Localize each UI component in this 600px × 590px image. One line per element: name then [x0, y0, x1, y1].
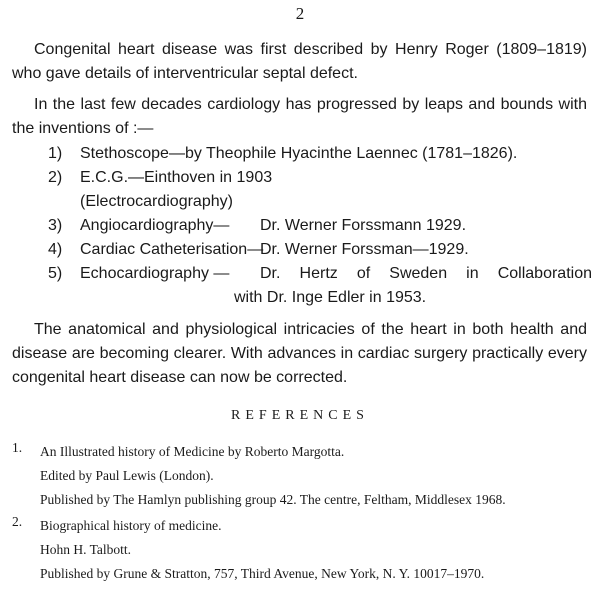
list-item-continuation: [48, 286, 593, 310]
list-item-inventor: Dr. Werner Forssman—1929.: [260, 241, 469, 258]
references-heading: REFERENCES: [231, 408, 369, 423]
list-item-number: 1): [48, 145, 63, 162]
list-item-inventor: Dr. Hertz of Sweden in Collaboration: [260, 265, 592, 282]
list-item-subtext: (Electrocardiography): [80, 193, 233, 210]
list-item-text: Stethoscope—by Theophile Hyacinthe Laennec (1781–1826).: [80, 145, 518, 162]
reference-item: [12, 440, 592, 512]
list-item-continuation: [48, 190, 593, 214]
list-item-number: 3): [48, 217, 63, 234]
paragraph-history-text: Congenital heart disease was first described by Henry Roger (1809–1819) who gave details of interventricular septal defect.: [12, 41, 587, 82]
reference-line: Edited by Paul Lewis (London).: [40, 468, 214, 483]
list-item-inventor-continued: with Dr. Inge Edler in 1953.: [234, 289, 427, 306]
list-item-text: E.C.G.—Einthoven in 1903: [80, 169, 273, 186]
paragraph-conclusion-text: The anatomical and physiological intricacies of the heart in both health and disease are becoming clearer. With advances in cardiac surgery practically every congenital heart disease can now be corrected.: [12, 321, 587, 386]
reference-line: Biographical history of medicine.: [40, 518, 222, 533]
paragraph-inventions-intro: [12, 93, 587, 141]
paragraph-conclusion: [12, 318, 587, 390]
page-number: 2: [295, 4, 305, 23]
list-item: [48, 142, 593, 166]
list-item-inventor: Dr. Werner Forssmann 1929.: [260, 217, 467, 234]
list-item: [48, 262, 593, 286]
list-item: [48, 238, 593, 262]
list-item-number: 2): [48, 169, 63, 186]
reference-line: Hohn H. Talbott.: [40, 542, 132, 557]
paragraph-history: [12, 38, 587, 86]
inventions-list: [48, 142, 593, 310]
list-item-label: Angiocardiography—: [80, 217, 230, 234]
references-list: [12, 440, 592, 586]
list-item-label: Echocardiography —: [80, 265, 230, 282]
reference-line: Published by Grune & Stratton, 757, Third Avenue, New York, N. Y. 10017–1970.: [40, 566, 485, 581]
reference-number: 1.: [12, 440, 23, 455]
reference-item: [12, 514, 592, 586]
paragraph-inventions-intro-text: In the last few decades cardiology has progressed by leaps and bounds with the inventions of :—: [12, 96, 587, 137]
list-item: [48, 166, 593, 190]
reference-line: An Illustrated history of Medicine by Roberto Margotta.: [40, 444, 345, 459]
reference-line: Published by The Hamlyn publishing group 42. The centre, Feltham, Middlesex 1968.: [40, 492, 506, 507]
reference-number: 2.: [12, 514, 23, 529]
list-item-number: 4): [48, 241, 63, 258]
list-item-label: Cardiac Catheterisation—: [80, 241, 264, 258]
list-item-number: 5): [48, 265, 63, 282]
list-item: [48, 214, 593, 238]
